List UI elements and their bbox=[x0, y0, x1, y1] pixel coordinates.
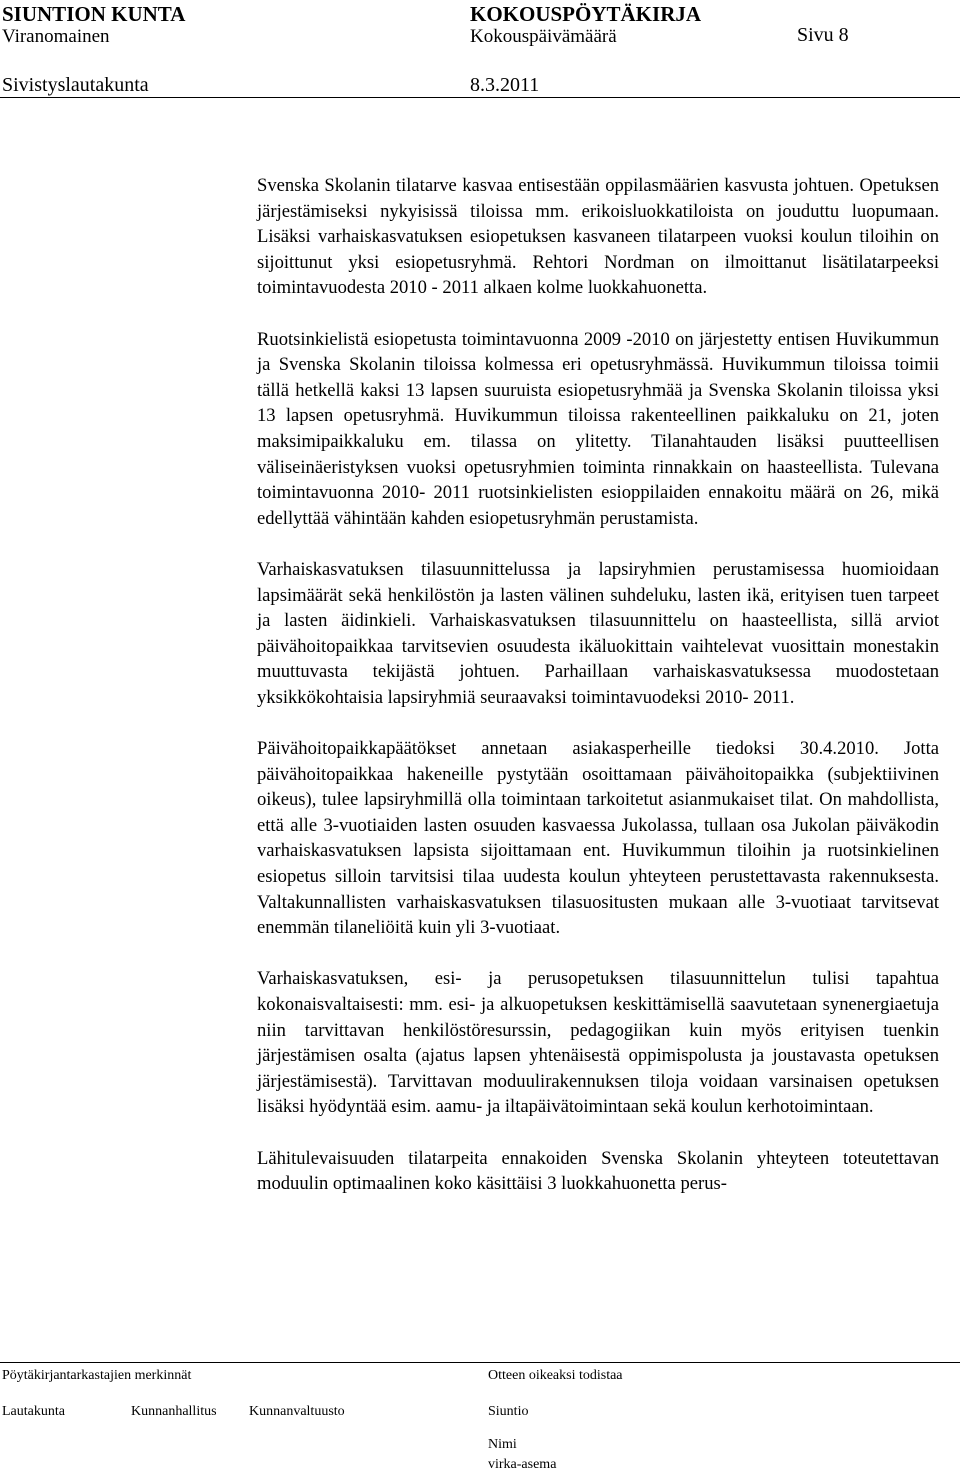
place: Siuntio bbox=[488, 1404, 529, 1419]
document-body bbox=[257, 173, 939, 1222]
document-type: KOKOUSPÖYTÄKIRJA bbox=[470, 2, 702, 26]
org-name: SIUNTION KUNTA bbox=[2, 2, 186, 26]
paragraph: Ruotsinkielistä esiopetusta toimintavuonna 2009 -2010 on järjestetty entisen Huvikummun ja Svenska Skolanin tiloissa kolmessa eri opetusryhmässä. Huvikummun tiloissa toimii tällä hetkellä kaksi 13 lapsen suuruista esiopetusryhmää ja Svenska Skolanin tiloissa yksi 13 lapsen opetusryhmä. Huvikummun tiloissa rakenteellinen paikkaluku on 21, joten maksimipaikkaluku em. tilassa on ylitetty. Tilanahtauden lisäksi puutteellisen väliseinäeristyksen vuoksi opetusryhmien toiminta rinnakkain on haasteellista. Tulevana toimintavuonna 2010- 2011 ruotsinkielisten esioppilaiden ennakoitu määrä on 26, mikä edellyttää vähintään kahden esiopetusryhmän perustamista. bbox=[257, 328, 939, 529]
name-label: Nimi bbox=[488, 1437, 517, 1452]
certified-label: Otteen oikeaksi todistaa bbox=[488, 1368, 623, 1383]
page-number: Sivu 8 bbox=[797, 24, 849, 46]
paragraph: Svenska Skolanin tilatarve kasvaa entisestään oppilasmäärien kasvusta johtuen. Opetuksen järjestämiseksi nykyisissä tiloissa mm. erikoisluokkatiloista on jouduttu luopumaan. Lisäksi varhaiskasvatuksen esiopetuksen kasvaneen tilatarpeen vuoksi koulun tiloihin on sijoittunut yksi esiopetusryhmä. Rehtori Nordman on ilmoittanut lisätilatarpeeksi toimintavuodesta 2010 - 2011 alkaen kolme luokkahuonetta. bbox=[257, 175, 939, 299]
body-kunnanvaltuusto: Kunnanvaltuusto bbox=[249, 1404, 345, 1419]
paragraph: Varhaiskasvatuksen, esi- ja perusopetuksen tilasuunnittelun tulisi tapahtua kokonaisvaltaisesti: mm. esi- ja alkuopetuksen keskittämisellä saavutetaan synenergiaetuja niin tarvittavan henkilöstöresurssin, pedagogiikan kuin myös erityisen tuenkin järjestämisen osalta (ajatus lapsen yhtenäisestä oppimispolusta ja joustavasta opetuksen järjestämisestä). Tarvittavan moduulirakennuksen tiloja voidaan varsinaisen opetuksen lisäksi hyödyntää esim. aamu- ja iltapäivätoimintaan sekä koulun kerhotoimintaan. bbox=[257, 968, 939, 1118]
meeting-date: 8.3.2011 bbox=[470, 74, 540, 96]
body-lautakunta: Lautakunta bbox=[2, 1404, 65, 1419]
paragraph: Lähitulevaisuuden tilatarpeita ennakoiden Svenska Skolanin yhteyteen toteutettavan moduulin optimaalinen koko käsittäisi 3 luokkahuonetta perus- bbox=[257, 1147, 939, 1195]
paragraph: Varhaiskasvatuksen tilasuunnittelussa ja lapsiryhmien perustamisessa huomioidaan lapsimäärät sekä henkilöstön ja lasten välinen suhdeluku, lasten ikä, erityisen tuen tarpeet ja lasten äidinkieli. Varhaiskasvatuksen tilasuunnittelu on haasteellista, sillä arviot päivähoitopaikkaa tarvitsevien osuudesta ikäluokittain vaihtelevat vuosittain monestakin muuttuvasta tekijästä johtuen. Parhaillaan varhaiskasvatuksessa muodostetaan yksikkökohtaisia lapsiryhmiä seuraavaksi toimintavuodeksi 2010- 2011. bbox=[257, 558, 939, 708]
paragraph: Päivähoitopaikkapäätökset annetaan asiakasperheille tiedoksi 30.4.2010. Jotta päivähoitopaikkaa hakeneille pystytään osoittamaan päivähoitopaikka (subjektiivinen oikeus), tulee lapsiryhmillä olla toimintaan tarkoitetut asianmukaiset tilat. On mahdollista, että alle 3-vuotiaiden lasten osuuden kasvaessa Jukolassa, tullaan osa Jukolan päiväkodin varhaiskasvatuksen lapsista sijoittamaan ent. Huvikummun tiloihin ja ruotsinkielinen esiopetus silloin tarvitsisi tilaa uudesta koulun yhteyteen perustettavasta rakennuksesta. Valtakunnallisten varhaiskasvatuksen tilasuositusten mukaan alle 3-vuotiaat tarvitsevat enemmän tilaneliöitä kuin yli 3-vuotiaat. bbox=[257, 738, 939, 939]
body-kunnanhallitus: Kunnanhallitus bbox=[131, 1404, 217, 1419]
board-name: Sivistyslautakunta bbox=[2, 74, 149, 96]
header-divider bbox=[0, 97, 960, 98]
reviewers-label: Pöytäkirjantarkastajien merkinnät bbox=[2, 1368, 192, 1383]
meeting-date-label: Kokouspäivämäärä bbox=[470, 26, 617, 47]
position-label: virka-asema bbox=[488, 1457, 557, 1472]
authority-label: Viranomainen bbox=[2, 26, 110, 47]
footer-divider bbox=[0, 1362, 960, 1363]
